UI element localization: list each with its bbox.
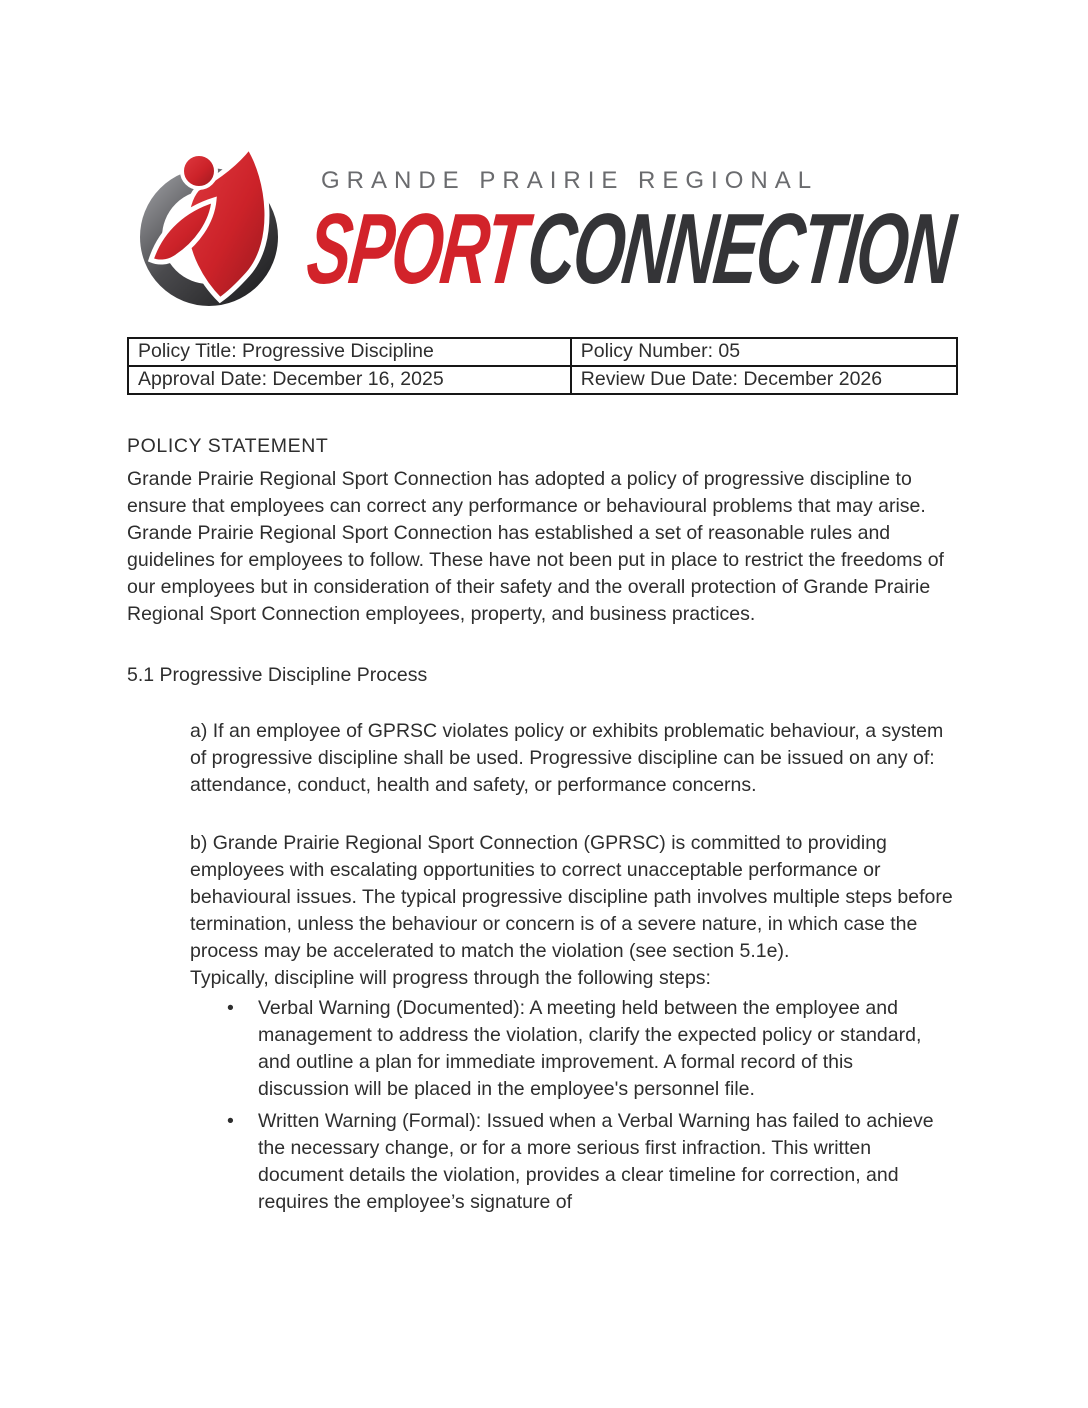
logo-text-block xyxy=(302,167,1088,305)
bullet-icon: • xyxy=(227,997,234,1019)
logo-wordmark xyxy=(302,193,959,305)
org-logo xyxy=(127,145,958,311)
logo-word-sport: SPORT xyxy=(302,193,531,305)
policy-title-cell: Policy Title: Progressive Discipline xyxy=(128,338,571,366)
clause-b-paragraph: b) Grande Prairie Regional Sport Connection (GPRSC) is committed to providing employees with escalating opportunities to correct unacceptable performance or behavioural issues. The typical progressive discipline path involves multiple steps before termination, unless the behaviour or concern is of a severe nature, in which case the process may be accelerated to match the violation (see section 5.1e). xyxy=(190,832,953,962)
table-row xyxy=(128,366,957,394)
sport-connection-logo-icon xyxy=(127,145,297,311)
section-title-5-1: 5.1 Progressive Discipline Process xyxy=(127,664,428,686)
list-item-written-warning xyxy=(225,1108,937,1216)
review-due-date-cell: Review Due Date: December 2026 xyxy=(571,366,957,394)
logo-tagline: GRANDE PRAIRIE REGIONAL xyxy=(321,167,819,194)
approval-date-cell: Approval Date: December 16, 2025 xyxy=(128,366,571,394)
policy-number-cell: Policy Number: 05 xyxy=(571,338,957,366)
bullet-icon: • xyxy=(227,1110,234,1132)
list-item-text: Verbal Warning (Documented): A meeting held between the employee and management to address the violation, clarify the expected policy or standard, and outline a plan for immediate improvement. A formal record of this discussion will be placed in the employee's personnel file. xyxy=(258,997,922,1100)
document-content xyxy=(127,0,958,1221)
table-row xyxy=(128,338,957,366)
list-item-verbal-warning xyxy=(225,995,937,1103)
discipline-steps-list xyxy=(225,995,937,1216)
policy-statement-heading: POLICY STATEMENT xyxy=(127,435,329,457)
policy-statement-paragraph: Grande Prairie Regional Sport Connection has adopted a policy of progressive discipline to ensure that employees can correct any performance or behavioural problems that may arise. Grande Prairie Regional Sport Connection has established a set of reasonable rules and guidelines for employees to follow. These have not been put in place to restrict the freedoms of our employees but in consideration of their safety and the overall protection of Grande Prairie Regional Sport Connection employees, property, and business practices. xyxy=(127,468,944,625)
policy-info-table xyxy=(127,337,958,395)
steps-intro-line: Typically, discipline will progress through the following steps: xyxy=(190,967,711,989)
clause-a-paragraph: a) If an employee of GPRSC violates policy or exhibits problematic behaviour, a system of progressive discipline shall be used. Progressive discipline can be issued on any of: attendance, conduct, health and safety, or performance concerns. xyxy=(190,720,944,796)
logo-word-connection: CONNECTION xyxy=(522,193,959,305)
list-item-text: Written Warning (Formal): Issued when a Verbal Warning has failed to achieve the necessary change, or for a more serious first infraction. This written document details the violation, provides a clear timeline for correction, and requires the employee’s signature of xyxy=(258,1110,934,1213)
